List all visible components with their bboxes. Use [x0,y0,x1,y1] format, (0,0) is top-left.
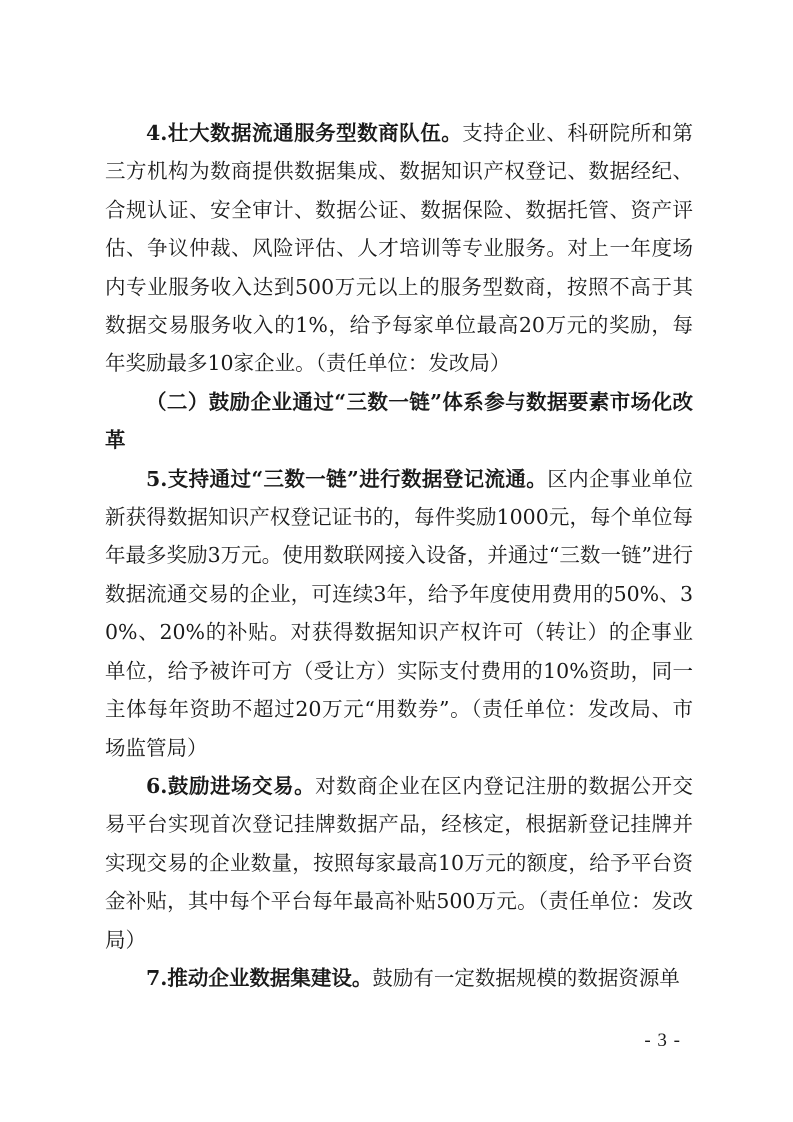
paragraph-text: 区内企事业单位新获得数据知识产权登记证书的，每件奖励1000元，每个单位每年最多奖励3万元。使用数联网接入设备，并通过“三数一链”进行数据流通交易的企业，可连续3年，给予年度使用费用的50%、30%、20%的补贴。对获得数据知识产权许可（转让）的企事业单位，给予被许可方（受让方）实际支付费用的10%资助，同一主体每年资助不超过20万元“用数券”。（责任单位：发改局、市场监管局） [105,466,693,760]
paragraph-4 [105,114,693,383]
paragraph-heading: 5.支持通过“三数一链”进行数据登记流通。 [146,466,548,491]
paragraph-6 [105,767,693,959]
paragraph-text: 支持企业、科研院所和第三方机构为数商提供数据集成、数据知识产权登记、数据经纪、合规认证、安全审计、数据公证、数据保险、数据托管、资产评估、争议仲裁、风险评估、人才培训等专业服务。对上一年度场内专业服务收入达到500万元以上的服务型数商，按照不高于其数据交易服务收入的1%，给予每家单位最高20万元的奖励，每年奖励最多10家企业。（责任单位：发改局） [105,121,694,376]
paragraph-heading: 6.鼓励进场交易。 [146,773,316,798]
page-number: - 3 - [644,1030,681,1051]
paragraph-heading: 4.壮大数据流通服务型数商队伍。 [146,121,463,145]
paragraph-7 [105,959,693,997]
paragraph-5 [105,460,693,767]
paragraph-text: 对数商企业在区内登记注册的数据公开交易平台实现首次登记挂牌数据产品，经核定，根据新登记挂牌并实现交易的企业数量，按照每家最高10万元的额度，给予平台资金补贴，其中每个平台每年最高补贴500万元。（责任单位：发改局） [105,773,693,952]
paragraph-text: 鼓励有一定数据规模的数据资源单 [372,965,680,990]
section-heading-text: （二）鼓励企业通过“三数一链”体系参与数据要素市场化改革 [105,389,693,453]
section-heading-2 [105,383,693,460]
body-text [105,114,693,997]
paragraph-heading: 7.推动企业数据集建设。 [146,965,373,990]
